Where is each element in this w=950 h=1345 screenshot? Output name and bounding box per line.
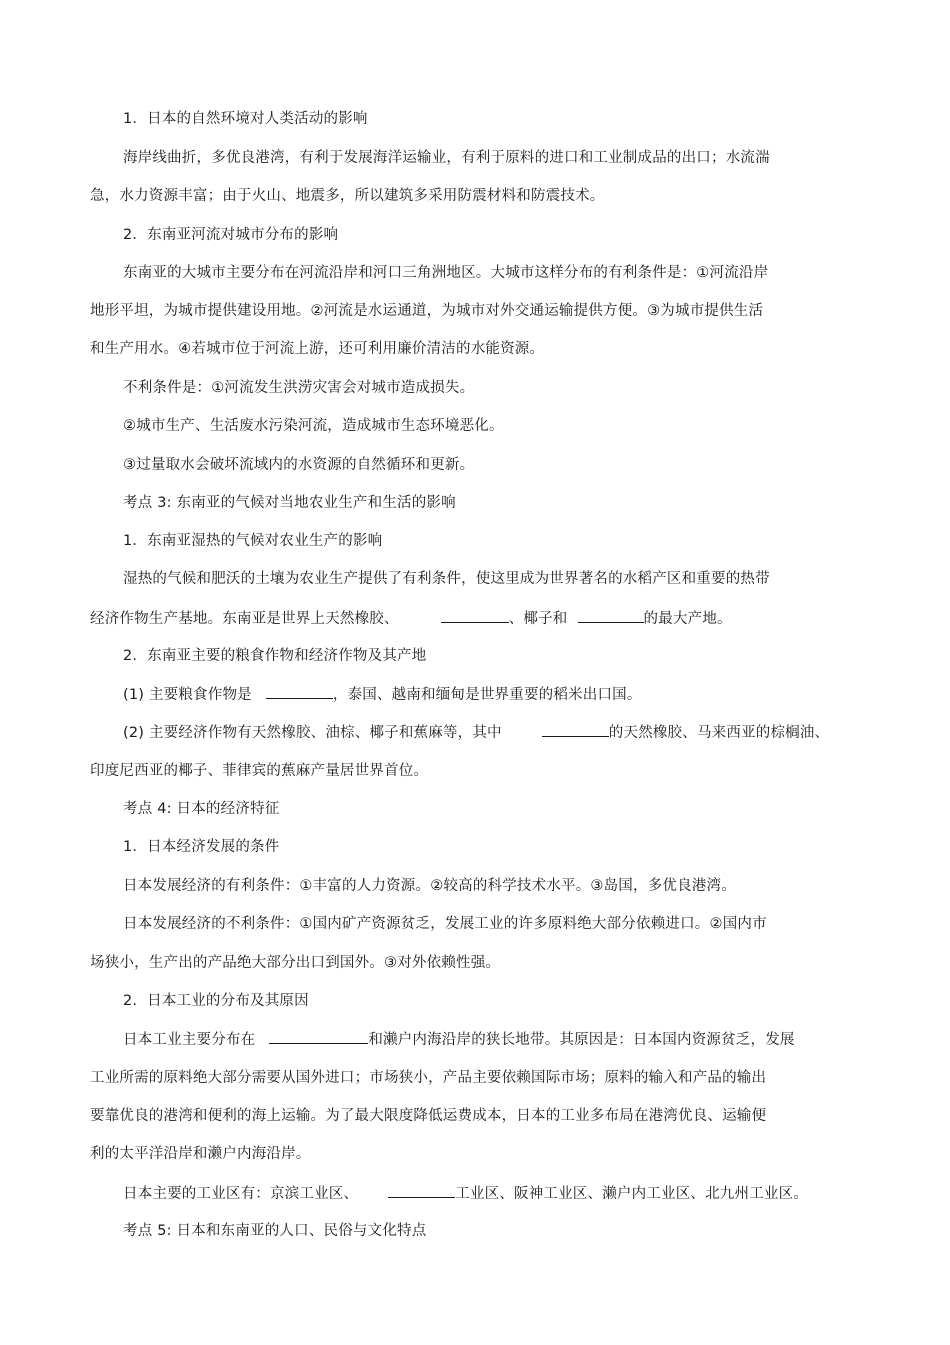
text-segment: 、椰子和 [508,611,568,627]
paragraph-line-with-blanks [123,1029,795,1050]
paragraph-line-with-blanks [123,722,829,743]
section-heading-4: 考点 4: 日本的经济特征 [123,801,280,817]
heading-japan-industry: 2．日本工业的分布及其原因 [123,993,309,1009]
paragraph-line: ②城市生产、生活废水污染河流，造成城市生态环境恶化。 [123,418,504,434]
paragraph-line: 要靠优良的港湾和便利的海上运输。为了最大限度降低运费成本，日本的工业多布局在港湾优良、运输便 [90,1108,767,1124]
paragraph-line: 场狭小，生产出的产品绝大部分出口到国外。③对外依赖性强。 [90,955,501,971]
paragraph-line: 东南亚的大城市主要分布在河流沿岸和河口三角洲地区。大城市这样分布的有利条件是：①河流沿岸 [123,265,769,281]
fill-in-blank [266,684,333,699]
text-segment: 日本主要的工业区有：京滨工业区、 [123,1186,359,1202]
paragraph-line-with-blanks [90,608,732,629]
fill-in-blank [388,1183,455,1198]
text-segment: (1) 主要粮食作物是 [123,687,252,703]
paragraph-line: ③过量取水会破坏流域内的水资源的自然循环和更新。 [123,457,475,473]
paragraph-line: 和生产用水。④若城市位于河流上游，还可利用廉价清洁的水能资源。 [90,341,545,357]
paragraph-line: 利的太平洋沿岸和濑户内海沿岸。 [90,1146,311,1162]
text-segment: 的天然橡胶、马来西亚的棕榈油、 [608,725,830,741]
heading-sea-rivers-cities: 2．东南亚河流对城市分布的影响 [123,227,339,243]
text-segment: 和濑户内海沿岸的狭长地带。其原因是：日本国内资源贫乏，发展 [368,1032,795,1048]
text-segment: 经济作物生产基地。东南亚是世界上天然橡胶、 [90,611,399,627]
section-heading-5: 考点 5: 日本和东南亚的人口、民俗与文化特点 [123,1223,427,1239]
text-segment: (2) 主要经济作物有天然橡胶、油棕、椰子和蕉麻等，其中 [123,725,502,741]
heading-sea-climate: 1．东南亚湿热的气候对农业生产的影响 [123,533,383,549]
heading-japan-economy-conditions: 1．日本经济发展的条件 [123,839,280,855]
paragraph-line: 地形平坦，为城市提供建设用地。②河流是水运通道，为城市对外交通运输提供方便。③为城市提供生活 [90,303,764,319]
paragraph-line: 工业所需的原料绝大部分需要从国外进口；市场狭小，产品主要依赖国际市场；原料的输入和产品的输出 [90,1070,767,1086]
text-segment: 工业区、阪神工业区、濑户内工业区、北九州工业区。 [455,1186,809,1202]
text-segment: 日本工业主要分布在 [123,1032,256,1048]
paragraph-line: 海岸线曲折，多优良港湾，有利于发展海洋运输业，有利于原料的进口和工业制成品的出口；水流湍 [123,150,770,166]
heading-sea-crops: 2．东南亚主要的粮食作物和经济作物及其产地 [123,648,427,664]
paragraph-line: 急，水力资源丰富；由于火山、地震多，所以建筑多采用防震材料和防震技术。 [90,188,605,204]
text-segment: 的最大产地。 [643,611,732,627]
text-segment: ，泰国、越南和缅甸是世界重要的稻米出口国。 [332,687,642,703]
paragraph-line: 湿热的气候和肥沃的土壤为农业生产提供了有利条件，使这里成为世界著名的水稻产区和重要的热带 [123,571,770,587]
paragraph-line: 日本发展经济的有利条件：①丰富的人力资源。②较高的科学技术水平。③岛国，多优良港湾。 [123,878,736,894]
paragraph-line: 不利条件是：①河流发生洪涝灾害会对城市造成损失。 [123,380,475,396]
paragraph-line-with-blanks [123,1183,808,1204]
fill-in-blank [542,722,609,737]
heading-japan-environment: 1．日本的自然环境对人类活动的影响 [123,111,368,127]
fill-in-blank [441,608,509,623]
paragraph-line: 印度尼西亚的椰子、菲律宾的蕉麻产量居世界首位。 [90,763,429,779]
paragraph-line-with-blanks [123,684,642,705]
fill-in-blank [578,608,644,623]
fill-in-blank [269,1029,368,1044]
section-heading-3: 考点 3: 东南亚的气候对当地农业生产和生活的影响 [123,495,456,511]
paragraph-line: 日本发展经济的不利条件：①国内矿产资源贫乏，发展工业的许多原料绝大部分依赖进口。②国内市 [123,916,767,932]
